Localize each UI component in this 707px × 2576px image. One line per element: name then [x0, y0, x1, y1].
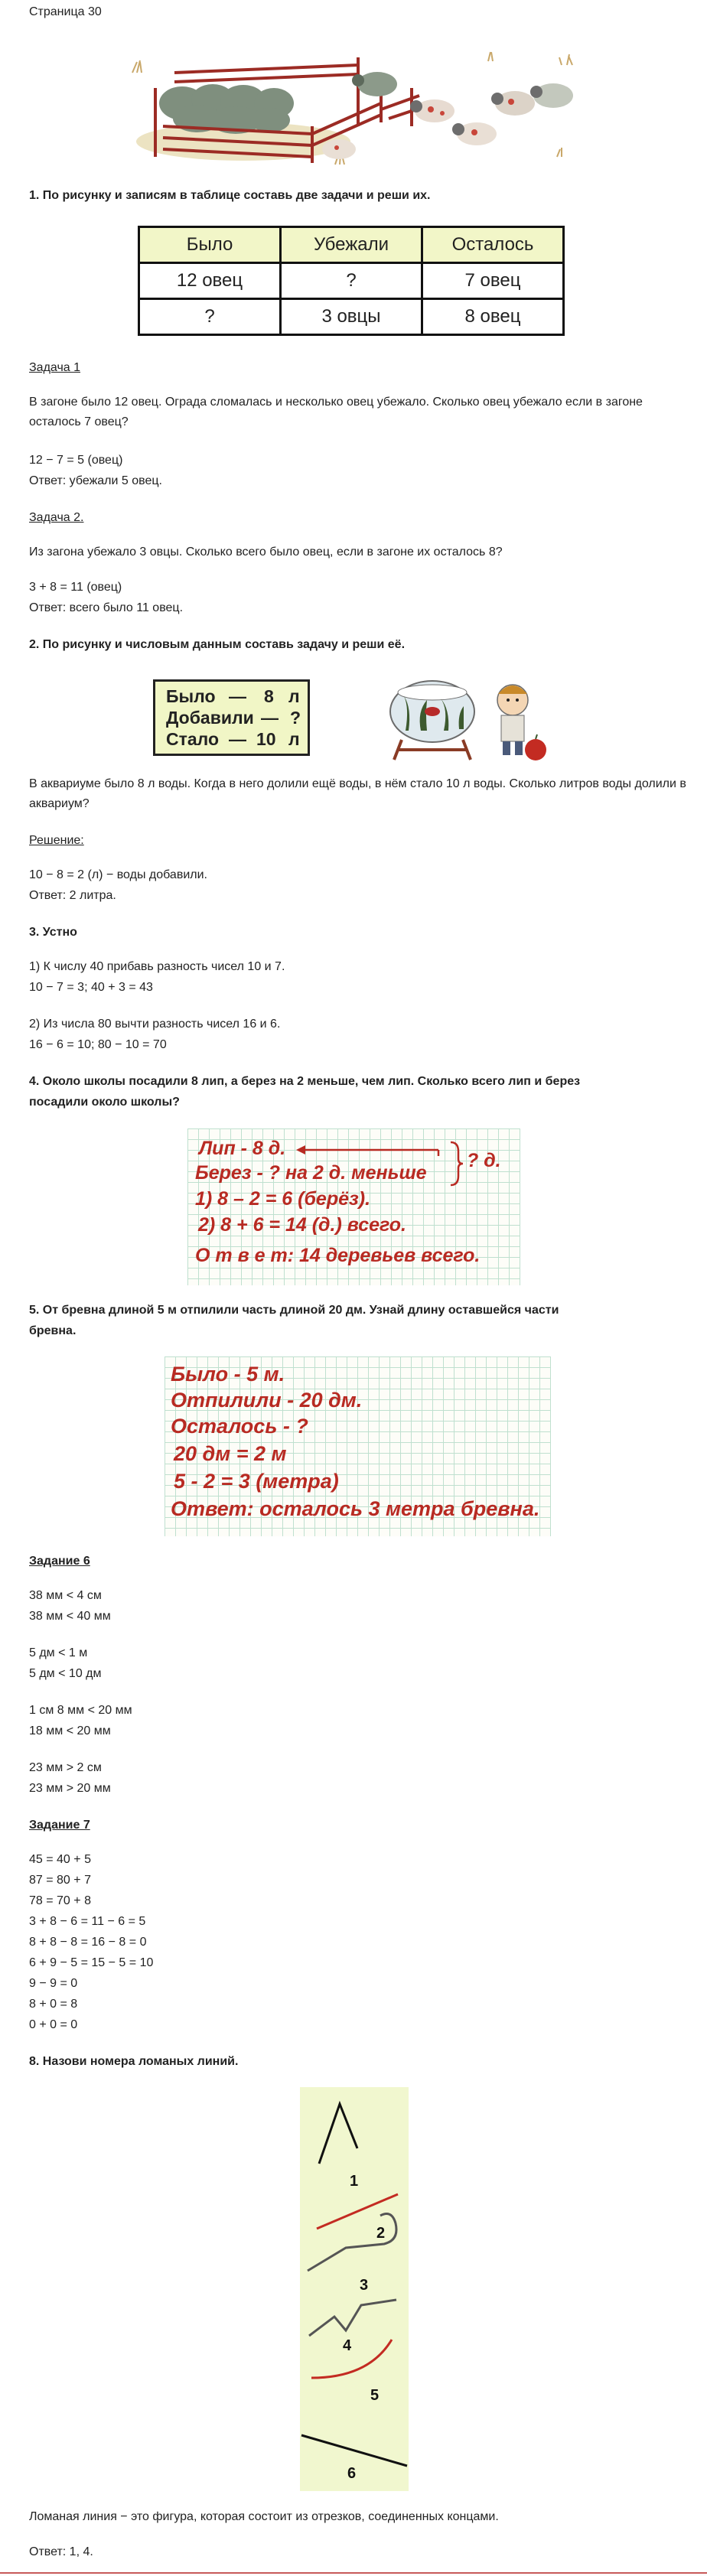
brace-icon: [449, 1141, 464, 1187]
table-header-cell: Было: [139, 227, 281, 263]
task7-title: Задание 7: [29, 1819, 90, 1832]
brace-label: ? д.: [467, 1150, 501, 1171]
box-row-label: Стало: [166, 729, 220, 749]
hand-line: 20 дм = 2 м: [174, 1442, 287, 1465]
task6-line: 38 мм < 40 мм: [29, 1610, 111, 1623]
hand-line: 1) 8 – 2 = 6 (берёз).: [195, 1188, 371, 1210]
task7-line: 78 = 70 + 8: [29, 1894, 91, 1907]
task6-line: 1 см 8 мм < 20 мм: [29, 1704, 132, 1717]
table-cell: 7 овец: [422, 263, 564, 299]
task7-line: 3 + 8 − 6 = 11 − 6 = 5: [29, 1915, 146, 1928]
hand-line: Было - 5 м.: [171, 1363, 285, 1386]
box-row: [166, 708, 301, 728]
box-row-dash: —: [229, 729, 246, 749]
box-row-unit: л: [288, 729, 300, 749]
task7-line: 8 + 8 − 8 = 16 − 8 = 0: [29, 1936, 147, 1949]
task8-heading: 8. Назови номера ломаных линий.: [29, 2055, 239, 2068]
task2-text: В аквариуме было 8 л воды. Когда в него долили ещё воды, в нём стало 10 л воды. Сколько литров воды долили в аквариум?: [29, 777, 686, 810]
task7-line: 8 + 0 = 8: [29, 1998, 78, 2011]
hand-line: Отпилили - 20 дм.: [171, 1389, 363, 1412]
task6-line: 5 дм < 1 м: [29, 1646, 88, 1659]
task3-item1-question: 1) К числу 40 прибавь разность чисел 10 и 7.: [29, 960, 285, 973]
task4-handwritten-solution: [187, 1128, 520, 1285]
problem1-solution: 12 − 7 = 5 (овец): [29, 454, 123, 467]
task6-line: 23 мм > 20 мм: [29, 1782, 111, 1795]
task7-line: 6 + 9 − 5 = 15 − 5 = 10: [29, 1956, 154, 1969]
problem1-answer: Ответ: убежали 5 овец.: [29, 474, 162, 487]
table-header-cell: Убежали: [281, 227, 422, 263]
polyline-label: 2: [376, 2225, 386, 2242]
task4-heading-line2: посадили около школы?: [29, 1096, 180, 1109]
task6-title: Задание 6: [29, 1555, 90, 1568]
task3-item2-question: 2) Из числа 80 вычти разность чисел 16 и 6.: [29, 1018, 281, 1031]
table-cell: 8 овец: [422, 299, 564, 335]
aquarium-illustration: [386, 669, 570, 765]
task1-heading: 1. По рисунку и записям в таблице составь две задачи и реши их.: [29, 189, 431, 202]
task3-item2-answer: 16 − 6 = 10; 80 − 10 = 70: [29, 1038, 167, 1051]
task2-data-box: [153, 679, 310, 756]
hand-line: 2) 8 + 6 = 14 (д.) всего.: [198, 1214, 406, 1236]
task6-line: 23 мм > 2 см: [29, 1761, 102, 1774]
table-row: [139, 263, 564, 299]
table-cell: ?: [281, 263, 422, 299]
box-row: [166, 686, 300, 707]
polyline-label: 5: [370, 2387, 380, 2404]
problem2-solution: 3 + 8 = 11 (овец): [29, 581, 122, 594]
task2-solution: 10 − 8 = 2 (л) − воды добавили.: [29, 868, 207, 881]
arrow-icon: [295, 1144, 440, 1156]
polylines-picture: [300, 2087, 409, 2491]
task3-item1-answer: 10 − 7 = 3; 40 + 3 = 43: [29, 981, 153, 994]
page-header: Страница 30: [29, 5, 102, 18]
polyline-label: 3: [360, 2277, 369, 2294]
polyline-label: 4: [343, 2337, 352, 2354]
footer-divider: [0, 2572, 707, 2574]
table-cell: 12 овец: [139, 263, 281, 299]
hand-line: Ответ: осталось 3 метра бревна.: [171, 1497, 540, 1520]
problem2-text: Из загона убежало 3 овцы. Сколько всего было овец, если в загоне их осталось 8?: [29, 545, 503, 559]
problem1-title: Задача 1: [29, 361, 81, 374]
polyline-label: 6: [347, 2465, 357, 2482]
task4-heading-line1: 4. Около школы посадили 8 лип, а берез на 2 меньше, чем лип. Сколько всего лип и берез: [29, 1075, 581, 1088]
task2-solution-title: Решение:: [29, 834, 84, 847]
hand-line: Осталось - ?: [171, 1415, 308, 1438]
table-row: [139, 299, 564, 335]
task5-handwritten-solution: [165, 1356, 551, 1536]
task5-heading-line2: бревна.: [29, 1324, 77, 1337]
table-header-cell: Осталось: [422, 227, 564, 263]
task6-line: 5 дм < 10 дм: [29, 1667, 102, 1680]
task2-heading: 2. По рисунку и числовым данным составь задачу и реши её.: [29, 638, 406, 651]
box-row-dash: —: [261, 708, 279, 728]
task7-line: 0 + 0 = 0: [29, 2018, 78, 2031]
hand-line: Лип - 8 д.: [199, 1138, 286, 1159]
task8-answer: Ответ: 1, 4.: [29, 2545, 93, 2558]
problem2-answer: Ответ: всего было 11 овец.: [29, 601, 184, 614]
task3-heading: 3. Устно: [29, 926, 77, 939]
problem2-title: Задача 2.: [29, 511, 84, 524]
task7-line: 9 − 9 = 0: [29, 1977, 78, 1990]
table-header-row: [139, 227, 564, 263]
box-row: [166, 729, 300, 750]
task7-line: 87 = 80 + 7: [29, 1874, 91, 1887]
box-row-value: 8: [264, 686, 274, 706]
sheep-pen-illustration: [129, 42, 580, 176]
hand-line: О т в е т: 14 деревьев всего.: [195, 1245, 481, 1266]
polylines-drawing: [300, 2087, 409, 2491]
task8-definition: Ломаная линия − это фигура, которая состоит из отрезков, соединенных концами.: [29, 2510, 499, 2523]
task1-table: [138, 226, 565, 336]
task6-line: 18 мм < 20 мм: [29, 1724, 111, 1737]
task7-line: 45 = 40 + 5: [29, 1853, 91, 1866]
hand-line: Берез - ? на 2 д. меньше: [195, 1162, 427, 1184]
table-cell: ?: [139, 299, 281, 335]
box-row-unit: л: [288, 686, 300, 706]
box-row-label: Добавили: [166, 708, 254, 728]
box-row-dash: —: [229, 686, 246, 706]
task2-answer: Ответ: 2 литра.: [29, 889, 116, 902]
task6-line: 38 мм < 4 см: [29, 1589, 102, 1602]
task5-heading-line1: 5. От бревна длиной 5 м отпилили часть длиной 20 дм. Узнай длину оставшейся части: [29, 1304, 559, 1317]
hand-line: 5 - 2 = 3 (метра): [174, 1470, 339, 1493]
polyline-label: 1: [350, 2173, 359, 2190]
problem1-text: В загоне было 12 овец. Ограда сломалась и несколько овец убежало. Сколько овец убежало если в загоне осталось 7 овец?: [29, 396, 643, 428]
box-row-value: ?: [290, 708, 301, 728]
box-row-label: Было: [166, 686, 216, 706]
box-row-value: 10: [256, 729, 276, 749]
table-cell: 3 овцы: [281, 299, 422, 335]
